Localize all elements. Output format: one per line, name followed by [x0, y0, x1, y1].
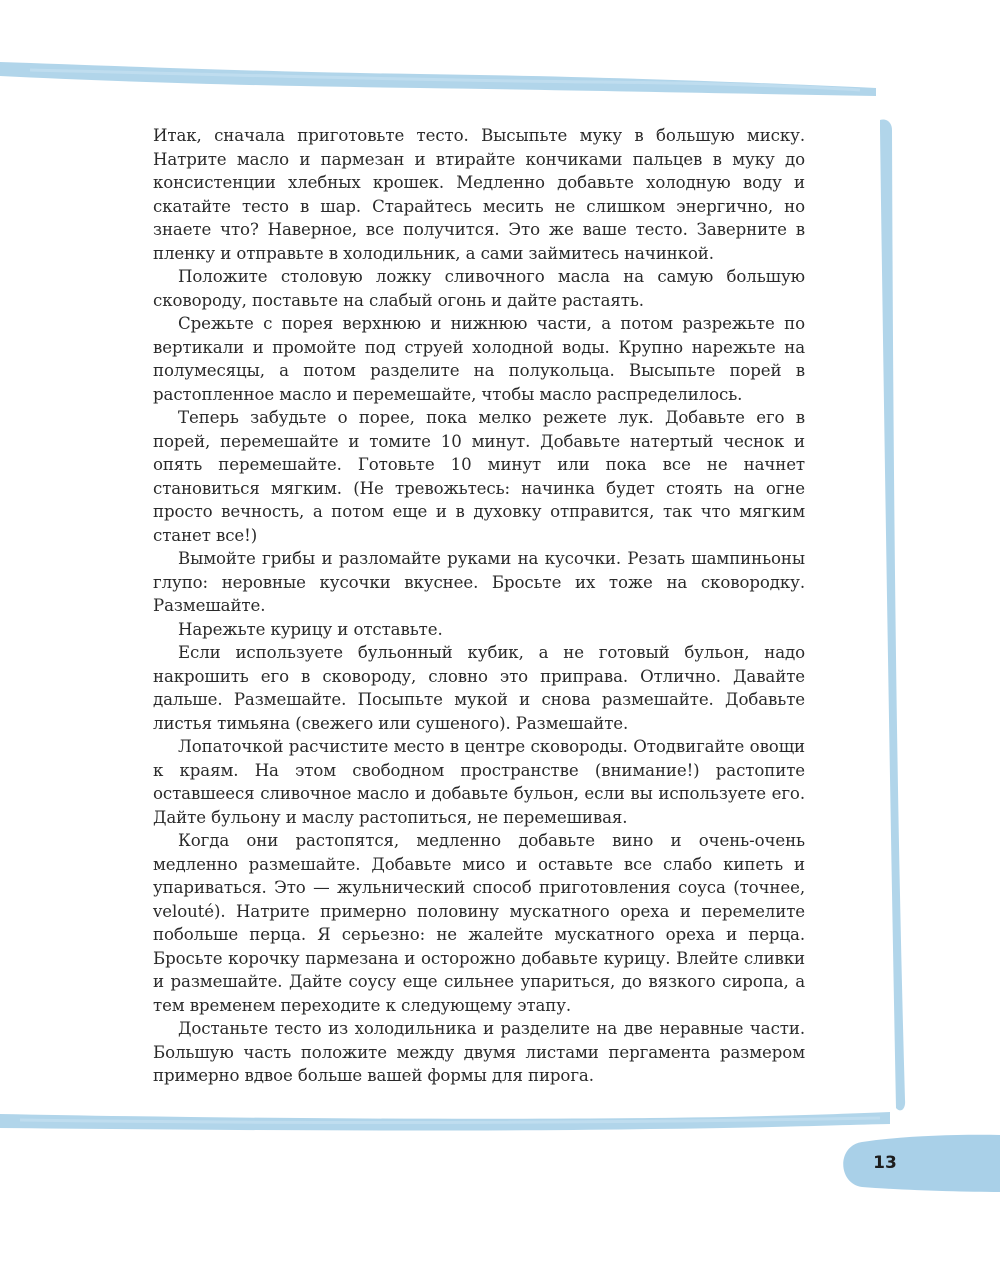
- body-text: [153, 124, 805, 1088]
- page-number: 13: [873, 1153, 897, 1173]
- paragraph: Теперь забудьте о порее, пока мелко режете лук. Добавьте его в порей, перемешайте и томите 10 минут. Добавьте натертый чеснок и опять перемешайте. Готовьте 10 минут или пока все не начнет становиться мягким. (Не тревожьтесь: начинка будет стоять на огне просто вечность, а потом еще и в духовку отправится, так что мягким станет все!): [153, 408, 805, 545]
- paragraph: Когда они растопятся, медленно добавьте вино и очень-очень медленно размешайте. Добавьте мисо и оставьте все слабо кипеть и упариваться. Это — жульнический способ приготовления соуса (точнее, velouté). Натрите примерно половину мускатного ореха и перемелите побольше перца. Я серьезно: не жалейте мускатного ореха и перца. Бросьте корочку пармезана и осторожно добавьте курицу. Влейте сливки и размешайте. Дайте соусу еще сильнее упариться, до вязкого сиропа, а тем временем переходите к следующему этапу.: [153, 831, 805, 1015]
- paragraph: Срежьте с порея верхнюю и нижнюю части, а потом разрежьте по вертикали и промойте под струей холодной воды. Крупно нарежьте на полумесяцы, а потом разделите на полукольца. Высыпьте порей в растопленное масло и перемешайте, чтобы масло распределилось.: [153, 314, 805, 404]
- paragraph: Вымойте грибы и разломайте руками на кусочки. Резать шампиньоны глупо: неровные кусочки вкуснее. Бросьте их тоже на сковородку. Размешайте.: [153, 549, 805, 615]
- paragraph: Итак, сначала приготовьте тесто. Высыпьте муку в большую миску. Натрите масло и пармезан и втирайте кончиками пальцев в муку до консистенции хлебных крошек. Медленно добавьте холодную воду и скатайте тесто в шар. Старайтесь месить не слишком энергично, но знаете что? Наверное, все получится. Это же ваше тесто. Заверните в пленку и отправьте в холодильник, а сами займитесь начинкой.: [153, 126, 805, 263]
- right-brush-stroke: [880, 119, 905, 1110]
- paragraph: Достаньте тесто из холодильника и разделите на две неравные части. Большую часть положите между двумя листами пергамента размером примерно вдвое больше вашей формы для пирога.: [153, 1019, 805, 1085]
- paragraph: Положите столовую ложку сливочного масла на самую большую сковороду, поставьте на слабый огонь и дайте растаять.: [153, 267, 805, 310]
- paragraph: Лопаточкой расчистите место в центре сковороды. Отодвигайте овощи к краям. На этом свободном пространстве (внимание!) растопите оставшееся сливочное масло и добавьте бульон, если вы используете его. Дайте бульону и маслу растопиться, не перемешивая.: [153, 737, 805, 827]
- paragraph: Нарежьте курицу и отставьте.: [178, 619, 443, 639]
- paragraph: Если используете бульонный кубик, а не готовый бульон, надо накрошить его в сковороду, словно это приправа. Отлично. Давайте дальше. Размешайте. Посыпьте мукой и снова размешайте. Добавьте листья тимьяна (свежего или сушеного). Размешайте.: [153, 643, 805, 733]
